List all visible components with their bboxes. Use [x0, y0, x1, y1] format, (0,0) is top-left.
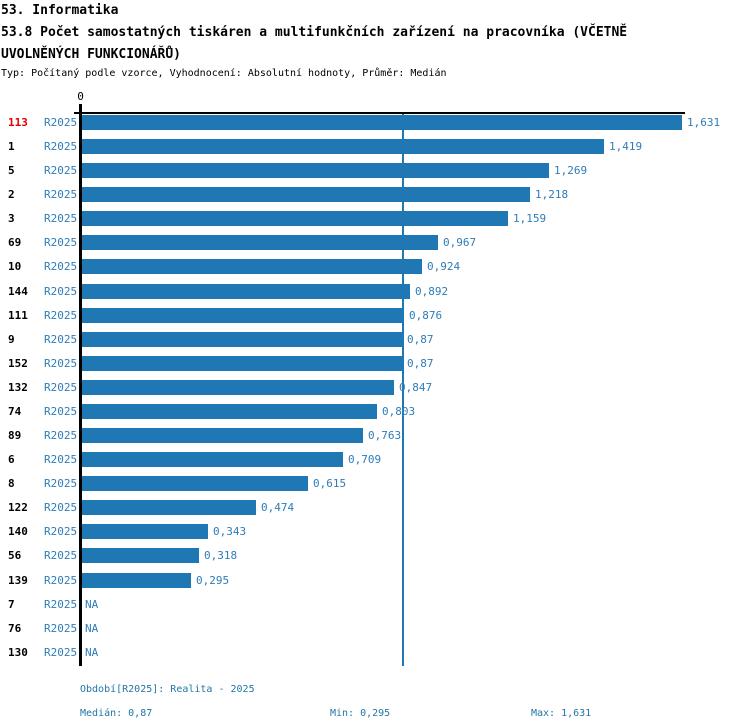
row-value-label: 1,631 [687, 116, 721, 129]
row-id-label: 122 [8, 501, 28, 514]
row-period-label: R2025 [44, 116, 78, 129]
row-period-label: R2025 [44, 285, 78, 298]
row-value-label: 0,803 [382, 405, 416, 418]
chart-row [0, 307, 750, 331]
row-id-label: 1 [8, 140, 15, 153]
row-period-label: R2025 [44, 333, 78, 346]
row-period-label: R2025 [44, 574, 78, 587]
row-period-label: R2025 [44, 525, 78, 538]
row-value-label: 0,847 [399, 381, 433, 394]
row-id-label: 89 [8, 429, 22, 442]
row-period-label: R2025 [44, 357, 78, 370]
footer-period: Období[R2025]: Realita - 2025 [80, 684, 255, 695]
row-value-label: 0,87 [407, 357, 434, 370]
report-meta: Typ: Počítaný podle vzorce, Vyhodnocení: Absolutní hodnoty, Průměr: Medián [1, 68, 447, 79]
row-period-label: R2025 [44, 309, 78, 322]
chart-row [0, 186, 750, 210]
row-period-label: R2025 [44, 598, 78, 611]
row-value-label: NA [85, 598, 99, 611]
row-bar [82, 332, 402, 347]
row-value-label: 0,967 [443, 236, 477, 249]
row-id-label: 69 [8, 236, 22, 249]
row-id-label: 7 [8, 598, 15, 611]
row-bar [82, 428, 363, 443]
chart-row [0, 331, 750, 355]
row-value-label: 0,343 [213, 525, 247, 538]
row-period-label: R2025 [44, 381, 78, 394]
row-bar [82, 380, 394, 395]
row-bar [82, 284, 410, 299]
row-id-label: 76 [8, 622, 22, 635]
row-period-label: R2025 [44, 477, 78, 490]
chart-row [0, 547, 750, 571]
row-period-label: R2025 [44, 212, 78, 225]
chart-row [0, 138, 750, 162]
row-period-label: R2025 [44, 646, 78, 659]
footer-median: Medián: 0,87 [80, 708, 153, 719]
row-value-label: 0,924 [427, 260, 461, 273]
row-bar [82, 235, 438, 250]
row-period-label: R2025 [44, 236, 78, 249]
row-value-label: 0,763 [368, 429, 402, 442]
row-period-label: R2025 [44, 453, 78, 466]
row-bar [82, 524, 208, 539]
row-id-label: 8 [8, 477, 15, 490]
row-value-label: 0,474 [261, 501, 295, 514]
row-id-label: 139 [8, 574, 28, 587]
row-value-label: 0,318 [204, 549, 238, 562]
row-bar [82, 548, 199, 563]
row-bar [82, 259, 422, 274]
row-bar [82, 404, 377, 419]
row-value-label: 0,615 [313, 477, 347, 490]
row-bar [82, 211, 508, 226]
chart-row [0, 475, 750, 499]
row-id-label: 9 [8, 333, 15, 346]
chart-row [0, 427, 750, 451]
row-value-label: NA [85, 646, 99, 659]
chart-row [0, 403, 750, 427]
row-value-label: 1,218 [535, 188, 569, 201]
row-period-label: R2025 [44, 549, 78, 562]
report-indicator-title-line1: 53.8 Počet samostatných tiskáren a multifunkčních zařízení na pracovníka (VČETNĚ [1, 25, 628, 40]
chart-row [0, 523, 750, 547]
row-value-label: 0,87 [407, 333, 434, 346]
row-period-label: R2025 [44, 622, 78, 635]
row-id-label: 152 [8, 357, 28, 370]
row-id-label: 140 [8, 525, 28, 538]
chart-row [0, 596, 750, 620]
chart-row [0, 644, 750, 668]
row-id-label: 6 [8, 453, 15, 466]
chart-row [0, 258, 750, 282]
row-bar [82, 500, 256, 515]
row-bar [82, 452, 343, 467]
row-bar [82, 139, 604, 154]
row-bar [82, 163, 549, 178]
row-period-label: R2025 [44, 429, 78, 442]
chart-row [0, 210, 750, 234]
chart-row [0, 379, 750, 403]
row-value-label: 0,876 [409, 309, 443, 322]
chart-row [0, 499, 750, 523]
row-value-label: 1,419 [609, 140, 643, 153]
footer-min: Min: 0,295 [330, 708, 391, 719]
row-period-label: R2025 [44, 188, 78, 201]
row-value-label: 1,269 [554, 164, 588, 177]
row-id-label: 3 [8, 212, 15, 225]
row-bar [82, 308, 404, 323]
chart-row [0, 451, 750, 475]
row-id-label: 144 [8, 285, 28, 298]
chart-row [0, 283, 750, 307]
row-id-label: 130 [8, 646, 28, 659]
chart-row [0, 620, 750, 644]
row-period-label: R2025 [44, 501, 78, 514]
row-bar [82, 187, 530, 202]
row-value-label: 1,159 [513, 212, 547, 225]
row-value-label: NA [85, 622, 99, 635]
report-indicator-title-line2: UVOLNĚNÝCH FUNKCIONÁŘŮ) [1, 47, 182, 62]
row-id-label: 56 [8, 549, 22, 562]
row-value-label: 0,892 [415, 285, 449, 298]
row-period-label: R2025 [44, 140, 78, 153]
footer-max: Max: 1,631 [531, 708, 592, 719]
row-bar [82, 356, 402, 371]
chart-row [0, 234, 750, 258]
row-period-label: R2025 [44, 164, 78, 177]
row-id-label: 5 [8, 164, 15, 177]
row-bar [82, 476, 308, 491]
row-id-label: 10 [8, 260, 22, 273]
row-value-label: 0,295 [196, 574, 230, 587]
chart-row [0, 114, 750, 138]
row-id-label: 2 [8, 188, 15, 201]
row-id-label: 111 [8, 309, 28, 322]
value-axis-zero-label: 0 [77, 90, 84, 103]
row-period-label: R2025 [44, 405, 78, 418]
row-bar [82, 573, 191, 588]
chart-row [0, 572, 750, 596]
row-id-label: 74 [8, 405, 22, 418]
row-id-label: 113 [8, 116, 28, 129]
row-period-label: R2025 [44, 260, 78, 273]
row-id-label: 132 [8, 381, 28, 394]
row-bar [82, 115, 682, 130]
report-category-title: 53. Informatika [1, 3, 119, 18]
chart-row [0, 355, 750, 379]
row-value-label: 0,709 [348, 453, 382, 466]
chart-row [0, 162, 750, 186]
